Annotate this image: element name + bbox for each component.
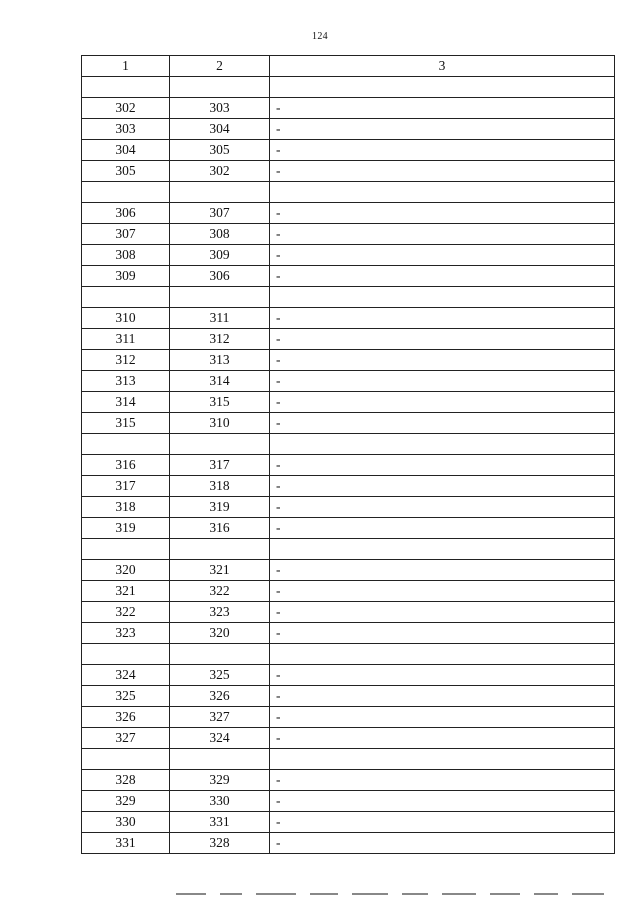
table-cell-col-3: - bbox=[270, 602, 615, 623]
table-cell-col-2: 326 bbox=[170, 686, 270, 707]
table-row bbox=[82, 224, 615, 245]
table-cell-col-1: 316 bbox=[82, 455, 170, 476]
table-cell-col-3: - bbox=[270, 770, 615, 791]
table-cell-col-1: 325 bbox=[82, 686, 170, 707]
table-row bbox=[82, 434, 615, 455]
table-cell-col-3 bbox=[270, 182, 615, 203]
table-cell-col-3 bbox=[270, 644, 615, 665]
table-cell-col-2 bbox=[170, 644, 270, 665]
table-cell-col-1: 303 bbox=[82, 119, 170, 140]
table-row bbox=[82, 686, 615, 707]
table-cell-col-1: 305 bbox=[82, 161, 170, 182]
table-cell-col-2: 316 bbox=[170, 518, 270, 539]
table-cell-col-1: 306 bbox=[82, 203, 170, 224]
table-cell-col-2: 331 bbox=[170, 812, 270, 833]
table-cell-col-2 bbox=[170, 182, 270, 203]
table-row bbox=[82, 791, 615, 812]
table-cell-col-3: - bbox=[270, 119, 615, 140]
table-cell-col-3: - bbox=[270, 623, 615, 644]
table-cell-col-2: 315 bbox=[170, 392, 270, 413]
table-row bbox=[82, 245, 615, 266]
column-header-1: 1 bbox=[82, 56, 170, 77]
table-cell-col-1: 311 bbox=[82, 329, 170, 350]
table-header-row bbox=[82, 56, 615, 77]
table-row bbox=[82, 476, 615, 497]
table-cell-col-3: - bbox=[270, 518, 615, 539]
table-row bbox=[82, 392, 615, 413]
table-cell-col-2: 307 bbox=[170, 203, 270, 224]
table-cell-col-3: - bbox=[270, 413, 615, 434]
table-cell-col-2 bbox=[170, 77, 270, 98]
table-cell-col-1 bbox=[82, 287, 170, 308]
table-cell-col-3: - bbox=[270, 833, 615, 854]
table-cell-col-1: 328 bbox=[82, 770, 170, 791]
table-row bbox=[82, 77, 615, 98]
table-cell-col-1: 322 bbox=[82, 602, 170, 623]
column-header-3: 3 bbox=[270, 56, 615, 77]
table-cell-col-1 bbox=[82, 749, 170, 770]
table-row bbox=[82, 182, 615, 203]
table-cell-col-2: 308 bbox=[170, 224, 270, 245]
table-row bbox=[82, 350, 615, 371]
table-row bbox=[82, 455, 615, 476]
table-cell-col-1: 320 bbox=[82, 560, 170, 581]
table-row bbox=[82, 329, 615, 350]
table-cell-col-1 bbox=[82, 77, 170, 98]
table-cell-col-3: - bbox=[270, 476, 615, 497]
table-cell-col-1: 317 bbox=[82, 476, 170, 497]
table-cell-col-3: - bbox=[270, 791, 615, 812]
table-cell-col-2: 302 bbox=[170, 161, 270, 182]
table-cell-col-1: 313 bbox=[82, 371, 170, 392]
table-row bbox=[82, 749, 615, 770]
table-row bbox=[82, 539, 615, 560]
table-cell-col-1: 324 bbox=[82, 665, 170, 686]
table-cell-col-1: 318 bbox=[82, 497, 170, 518]
table-cell-col-3: - bbox=[270, 686, 615, 707]
table-cell-col-1: 326 bbox=[82, 707, 170, 728]
data-table bbox=[81, 55, 615, 854]
table-row bbox=[82, 728, 615, 749]
table-row bbox=[82, 602, 615, 623]
table-cell-col-3: - bbox=[270, 455, 615, 476]
table-body bbox=[82, 77, 615, 854]
table-cell-col-2: 314 bbox=[170, 371, 270, 392]
table-cell-col-3: - bbox=[270, 245, 615, 266]
table-cell-col-2: 324 bbox=[170, 728, 270, 749]
table-cell-col-3: - bbox=[270, 266, 615, 287]
table-cell-col-1: 308 bbox=[82, 245, 170, 266]
table-cell-col-3: - bbox=[270, 203, 615, 224]
table-cell-col-2: 325 bbox=[170, 665, 270, 686]
table-row bbox=[82, 623, 615, 644]
table-cell-col-3: - bbox=[270, 497, 615, 518]
table-cell-col-2 bbox=[170, 539, 270, 560]
table-cell-col-2: 330 bbox=[170, 791, 270, 812]
table-cell-col-1: 331 bbox=[82, 833, 170, 854]
table-cell-col-2: 311 bbox=[170, 308, 270, 329]
table-cell-col-3: - bbox=[270, 392, 615, 413]
table-row bbox=[82, 98, 615, 119]
table-cell-col-1: 323 bbox=[82, 623, 170, 644]
table-cell-col-2 bbox=[170, 749, 270, 770]
table-row bbox=[82, 266, 615, 287]
table-cell-col-3: - bbox=[270, 581, 615, 602]
table-row bbox=[82, 119, 615, 140]
table-cell-col-1: 307 bbox=[82, 224, 170, 245]
table-cell-col-1: 315 bbox=[82, 413, 170, 434]
table-cell-col-3: - bbox=[270, 140, 615, 161]
table-row bbox=[82, 644, 615, 665]
table-cell-col-2: 320 bbox=[170, 623, 270, 644]
column-header-2: 2 bbox=[170, 56, 270, 77]
table-row bbox=[82, 140, 615, 161]
table-cell-col-2: 329 bbox=[170, 770, 270, 791]
table-cell-col-1: 302 bbox=[82, 98, 170, 119]
table-cell-col-1 bbox=[82, 182, 170, 203]
table-row bbox=[82, 308, 615, 329]
footer-scan-artifact bbox=[176, 893, 640, 899]
table-cell-col-2 bbox=[170, 287, 270, 308]
table-cell-col-3 bbox=[270, 749, 615, 770]
table-row bbox=[82, 371, 615, 392]
table-row bbox=[82, 812, 615, 833]
table-row bbox=[82, 665, 615, 686]
table-cell-col-1: 330 bbox=[82, 812, 170, 833]
table-cell-col-2: 305 bbox=[170, 140, 270, 161]
table-cell-col-1: 321 bbox=[82, 581, 170, 602]
table-cell-col-1: 327 bbox=[82, 728, 170, 749]
table-cell-col-3: - bbox=[270, 665, 615, 686]
table-cell-col-2 bbox=[170, 434, 270, 455]
table-cell-col-1: 319 bbox=[82, 518, 170, 539]
table-cell-col-2: 318 bbox=[170, 476, 270, 497]
table-cell-col-2: 323 bbox=[170, 602, 270, 623]
table-cell-col-2: 313 bbox=[170, 350, 270, 371]
table-row bbox=[82, 770, 615, 791]
table-row bbox=[82, 581, 615, 602]
table-row bbox=[82, 518, 615, 539]
table-cell-col-3: - bbox=[270, 560, 615, 581]
table-cell-col-1 bbox=[82, 434, 170, 455]
table-cell-col-1: 329 bbox=[82, 791, 170, 812]
table-cell-col-3: - bbox=[270, 161, 615, 182]
table-cell-col-3: - bbox=[270, 98, 615, 119]
table-row bbox=[82, 707, 615, 728]
table-row bbox=[82, 560, 615, 581]
table-cell-col-3 bbox=[270, 287, 615, 308]
table-cell-col-2: 309 bbox=[170, 245, 270, 266]
table-cell-col-3: - bbox=[270, 350, 615, 371]
table-cell-col-2: 306 bbox=[170, 266, 270, 287]
table-row bbox=[82, 203, 615, 224]
table-cell-col-2: 317 bbox=[170, 455, 270, 476]
table-cell-col-2: 312 bbox=[170, 329, 270, 350]
table-cell-col-2: 322 bbox=[170, 581, 270, 602]
page-number: 124 bbox=[312, 31, 328, 42]
table-cell-col-3 bbox=[270, 434, 615, 455]
table-cell-col-3: - bbox=[270, 224, 615, 245]
table-cell-col-3: - bbox=[270, 308, 615, 329]
table-cell-col-2: 328 bbox=[170, 833, 270, 854]
table-cell-col-3: - bbox=[270, 812, 615, 833]
table-cell-col-1: 312 bbox=[82, 350, 170, 371]
table-cell-col-2: 319 bbox=[170, 497, 270, 518]
table-cell-col-3 bbox=[270, 77, 615, 98]
table-cell-col-3 bbox=[270, 539, 615, 560]
table-cell-col-1: 309 bbox=[82, 266, 170, 287]
table-row bbox=[82, 833, 615, 854]
table-cell-col-2: 321 bbox=[170, 560, 270, 581]
table-cell-col-3: - bbox=[270, 329, 615, 350]
table-cell-col-1 bbox=[82, 539, 170, 560]
table-cell-col-3: - bbox=[270, 728, 615, 749]
table-cell-col-1 bbox=[82, 644, 170, 665]
table-cell-col-2: 327 bbox=[170, 707, 270, 728]
table-cell-col-1: 310 bbox=[82, 308, 170, 329]
table-cell-col-3: - bbox=[270, 371, 615, 392]
table-row bbox=[82, 413, 615, 434]
table-cell-col-3: - bbox=[270, 707, 615, 728]
table-row bbox=[82, 497, 615, 518]
table-cell-col-2: 303 bbox=[170, 98, 270, 119]
table-row bbox=[82, 161, 615, 182]
table-cell-col-2: 304 bbox=[170, 119, 270, 140]
table-cell-col-1: 304 bbox=[82, 140, 170, 161]
table-row bbox=[82, 287, 615, 308]
table-cell-col-2: 310 bbox=[170, 413, 270, 434]
table-cell-col-1: 314 bbox=[82, 392, 170, 413]
